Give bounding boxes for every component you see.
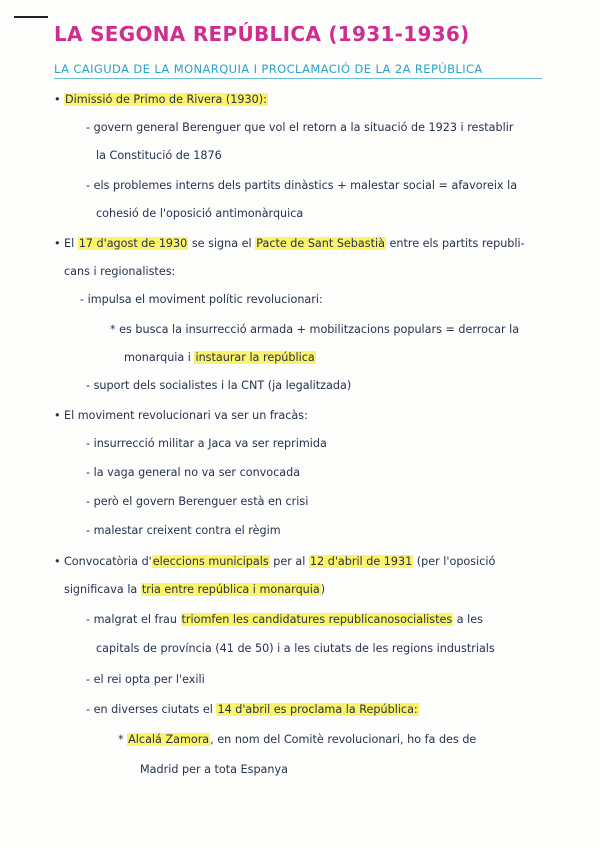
proclama-republica: 14 d'abril es proclama la República:	[217, 703, 418, 716]
eleccions-text-pre: Convocatòria d'	[64, 555, 152, 568]
corner-mark	[14, 16, 48, 18]
pacte-date: 17 d'agost de 1930	[78, 237, 188, 250]
pacte-subpoint-1-cont	[124, 350, 316, 366]
pacte-cont: cans i regionalistes:	[64, 265, 176, 278]
dimissio-point-1-cont: la Constitució de 1876	[96, 149, 222, 162]
fracas-point-3: - però el govern Berenguer està en crisi	[86, 495, 309, 508]
dimissio-heading: Dimissió de Primo de Rivera (1930):	[65, 93, 267, 106]
bullet-pacte	[64, 236, 525, 252]
eleccions-subpoint-1-cont: Madrid per a tota Espanya	[140, 763, 288, 776]
eleccions-point-1	[86, 612, 483, 628]
pacte-text-mid: se signa el	[188, 237, 256, 250]
eleccions-point-2: - el rei opta per l'exili	[86, 673, 205, 686]
frau-text-post: a les	[453, 613, 484, 626]
pacte-subpoint-1: * es busca la insurrecció armada + mobilitzacions populars = derrocar la	[110, 323, 520, 336]
eleccions-text-post: (per l'oposició	[413, 555, 496, 568]
zamora-text-post: , en nom del Comitè revolucionari, ho fa des de	[210, 733, 477, 746]
dimissio-point-2: - els problemes interns dels partits dinàstics + malestar social = afavoreix la	[86, 179, 518, 192]
bullet-fracas: • El moviment revolucionari va ser un fracàs:	[64, 408, 308, 424]
eleccions-municipals: eleccions municipals	[152, 555, 269, 568]
alcala-zamora: Alcalá Zamora	[128, 733, 210, 746]
proclama-text-pre: - en diverses ciutats el	[86, 703, 217, 716]
instaurar-republica: instaurar la república	[195, 351, 315, 364]
pacte-point-2: - suport dels socialistes i la CNT (ja legalitzada)	[86, 379, 352, 392]
page-title: LA SEGONA REPÚBLICA (1931-1936)	[54, 22, 470, 46]
eleccions-date: 12 d'abril de 1931	[309, 555, 413, 568]
eleccions-cont-pre: significava la	[64, 583, 141, 596]
eleccions-text-mid: per al	[269, 555, 309, 568]
eleccions-point-3	[86, 702, 419, 718]
section-subtitle: LA CAIGUDA DE LA MONARQUIA I PROCLAMACIÓ DE LA 2A REPÚBLICA	[54, 62, 483, 76]
subpoint-text: monarquia i	[124, 351, 195, 364]
pacte-name: Pacte de Sant Sebastià	[256, 237, 385, 250]
fracas-point-2: - la vaga general no va ser convocada	[86, 466, 301, 479]
tria-republica-monarquia: tria entre república i monarquia	[141, 583, 320, 596]
fracas-point-1: - insurrecció militar a Jaca va ser reprimida	[86, 437, 327, 450]
eleccions-subpoint-1	[118, 732, 476, 748]
dimissio-point-2-cont: cohesió de l'oposició antimonàrquica	[96, 207, 304, 220]
pacte-point-1: - impulsa el moviment polític revolucionari:	[80, 293, 323, 306]
fracas-point-4: - malestar creixent contra el règim	[86, 524, 281, 537]
dimissio-point-1: - govern general Berenguer que vol el retorn a la situació de 1923 i restablir	[86, 121, 514, 134]
bullet-dimissio	[64, 92, 268, 108]
pacte-text-pre: El	[64, 237, 78, 250]
eleccions-cont-post: )	[320, 583, 326, 596]
subtitle-underline	[54, 78, 542, 79]
eleccions-cont	[64, 582, 325, 598]
frau-text-pre: - malgrat el frau	[86, 613, 181, 626]
eleccions-point-1-cont: capitals de província (41 de 50) i a les ciutats de les regions industrials	[96, 642, 495, 655]
pacte-text-post: entre els partits republi-	[385, 237, 525, 250]
triomf-candidatures: triomfen les candidatures republicanosocialistes	[181, 613, 453, 626]
bullet-eleccions	[64, 554, 495, 570]
subpoint-star: *	[118, 733, 128, 746]
